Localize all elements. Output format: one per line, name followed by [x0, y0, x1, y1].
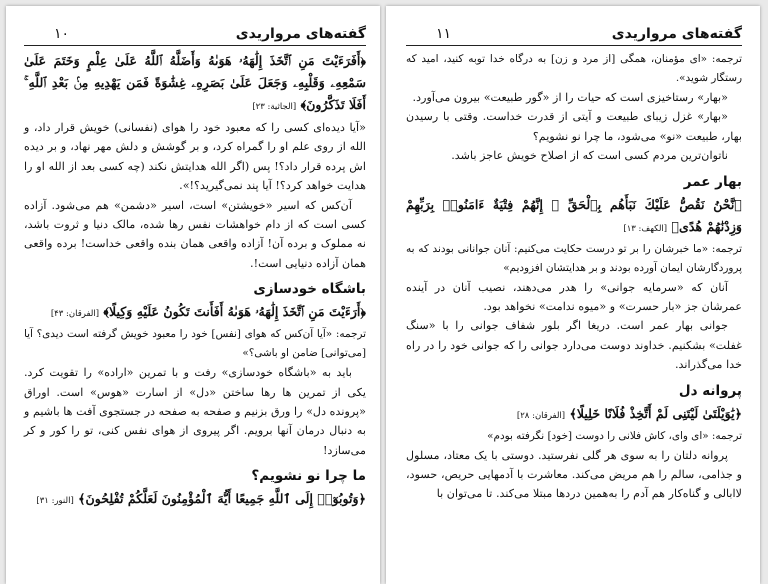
verse-translation: «آیا دیده‌ای کسی را که معبود خود را هوای (نفسانی) خویش قرار داد، و الله از روی علم او را گمراه کرد، و بر گوشش و دلش مهر نهاد، و بر دیده اش پرده قرار داد؟! پس (اگر الله هدایتش نکند (چه کسی بعد از الله او را هدایت خواهد کرد؟! آیا پند نمی‌گیرید؟!». [24, 121, 366, 193]
quran-verse [406, 403, 742, 427]
book-title: گفته‌های مرواریدی [611, 26, 742, 42]
paragraph: ناتوان‌ترین مردم کسی است که از اصلاح خویش عاجز باشد. [451, 149, 728, 163]
verse-reference: [النور: ۳۱] [36, 496, 74, 507]
page-header [24, 6, 366, 46]
left-page [6, 6, 380, 584]
paragraph: آنان که «سرمایه جوانی» را هدر می‌دهند، نصیب آنان در آینده عمرشان جز «بار حسرت» و «میوه ندامت» نخواهد بود. [406, 280, 742, 314]
verse-translation: ترجمه: «ای مؤمنان، همگی [از مرد و زن] به درگاه خدا توبه کنید، امید که رستگار شوید». [406, 53, 742, 84]
section-heading: ما چرا نو نشویم؟ [251, 468, 366, 485]
verse-text: ﴿أَرَءَيْتَ مَنِ ٱتَّخَذَ إِلَٰهَهُۥ هَوَىٰهُ أَفَأَنتَ تَكُونُ عَلَيْهِ وَكِيلًا﴾ [103, 304, 366, 320]
verse-reference: [الجاثیة: ۲۳] [252, 102, 297, 112]
paragraph: آن‌کس که اسیر «خویشتن» است، اسیر «دشمن» هم می‌شود. آزاده کسی است که از دام خواهشات نفس رها شده، مالک دنیا و ثروت باشد، نه مملوک و برده آن! آزاده واقعی همان بنده واقعی خداست! برده واقعی همان آزاده دنیایی است!. [24, 198, 366, 270]
right-page [386, 6, 760, 584]
section-heading: بهار عمر [683, 173, 742, 190]
verse-reference: [الکهف: ۱۳] [623, 223, 668, 234]
book-title: گفته‌های مرواریدی [235, 26, 366, 42]
paragraph: جوانی بهار عمر است. دریغا اگر بلور شفاف جوانی را با «سنگ غفلت» بشکنیم. خداوند دوست می‌دارد جوانی را که جوانی خود را در راه خدا می‌گذراند. [406, 319, 742, 372]
verse-text: ﴿وَتُوبُوٓا۟ إِلَى ٱللَّهِ جَمِيعًا أَيُّهَ ٱلْمُؤْمِنُونَ لَعَلَّكُمْ تُفْلِحُونَ﴾ [78, 491, 366, 507]
page-number: ۱۰ [54, 26, 70, 42]
section-heading: پروانه دل [678, 382, 742, 399]
paragraph: باید به «باشگاه خودسازی» رفت و با تمرین «اراده» را تقویت کرد. یکی از تمرین ها رها ساختن «دل» از اسارت «هوس» است. اوراق «پرونده دل» را ورق بزنیم و صفحه به صفحه در جستجوی آفت ها باشیم و به دنبال درمان آنها برویم. اگر پیروی از هوای نفس کنی، تو را کور و کر می‌سازد! [24, 366, 366, 457]
verse-text: ﴿نَّحْنُ نَقُصُّ عَلَيْكَ نَبَأَهُم بِٱلْحَقِّ ۚ إِنَّهُمْ فِتْيَةٌ ءَامَنُوا۟ بِرَبِّهِمْ وَزِدْنَٰهُمْ هُدًى﴾ [406, 196, 742, 234]
page-header [406, 6, 742, 46]
verse-text: ﴿أَفَرَءَيْتَ مَنِ ٱتَّخَذَ إِلَٰهَهُۥ هَوَىٰهُ وَأَضَلَّهُ ٱللَّهُ عَلَىٰ عِلْمٍ وَخَتَمَ عَلَىٰ سَمْعِهِۦ وَقَلْبِهِۦ وَجَعَلَ عَلَىٰ بَصَرِهِۦ غِشَٰوَةً فَمَن يَهْدِيهِ مِنۢ بَعْدِ ٱللَّهِ ۚ أَفَلَا تَذَكَّرُونَ﴾ [24, 53, 366, 112]
verse-text: ﴿يَٰوَيْلَتَىٰ لَيْتَنِى لَمْ أَتَّخِذْ فُلَانًا خَلِيلًا﴾ [569, 405, 742, 421]
paragraph: پروانه دلتان را به سوی هر گلی نفرستید. دوستی با یک معتاد، مسلول و جذامی، سالم را هم مریض می‌کند. معاشرت با آدمهایی حریص، حسود، لاابالی و گناه‌کار هم آدم را به‌همین دردها مبتلا می‌کند. تا می‌توان با [406, 448, 742, 501]
quran-verse [24, 50, 366, 118]
verse-reference: [الفرقان: ۴۳] [50, 309, 100, 320]
quran-verse [24, 301, 366, 325]
section-heading: باشگاه خودسازی [253, 281, 366, 298]
verse-translation: ترجمه: «ای وای، کاش فلانی را دوست [خود] نگرفته بودم» [487, 429, 742, 442]
verse-reference: [الفرقان: ۲۸] [516, 410, 566, 421]
page-number: ۱۱ [436, 26, 452, 42]
paragraph: «بهار» رستاخیزی است که حیات را از «گور طبیعت» بیرون می‌آورد. [412, 91, 728, 104]
verse-translation: ترجمه: «آیا آن‌کس که هوای [نفس] خود را معبود خویش گرفته است دیدی؟ آیا [می‌توانی] ضامن او باشی؟» [24, 328, 366, 360]
paragraph: «بهار» غزل زیبای طبیعت و آیتی از قدرت خداست. وقتی با رسیدن بهار، طبیعت «نو» می‌شود، ما چرا نو نشویم؟ [406, 110, 742, 143]
quran-verse [406, 194, 742, 240]
verse-translation: ترجمه: «ما خبرشان را بر تو درست حکایت می‌کنیم: آنان جوانانی بودند که به پروردگارشان ایمان آورده بودند و بر هدایتشان افزودیم» [406, 242, 742, 274]
quran-verse [24, 488, 366, 512]
